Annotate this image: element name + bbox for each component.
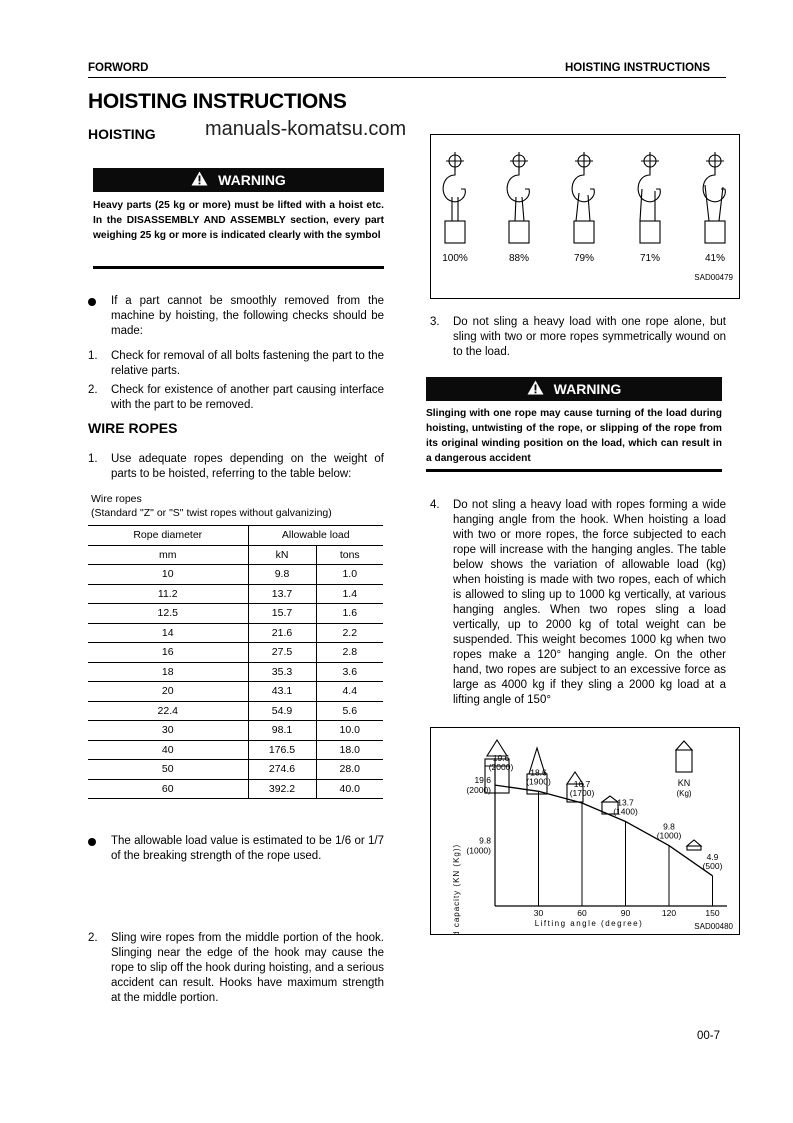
page-number: 00-7 [697,1030,721,1042]
data-label: 9.8 [663,821,675,832]
table-caption-1: Wire ropes [91,493,142,505]
table-units-row [88,545,383,565]
table-cell: 16 [88,643,248,663]
page-title: HOISTING INSTRUCTIONS [88,90,347,113]
table-cell: 12.5 [88,604,248,624]
table-unit-tons: tons [316,545,383,565]
check-2-number: 2. [88,384,98,396]
data-label: (1700) [569,788,595,799]
table-header-load: Allowable load [248,526,383,546]
item-1-number: 1. [88,453,98,465]
table-cell: 2.8 [316,643,383,663]
table-cell: 28.0 [316,760,383,780]
table-cell: 18.0 [316,740,383,760]
warning-label: WARNING [553,381,622,397]
table-cell: 2.2 [316,623,383,643]
unit-legend-kn: KN [677,778,691,788]
hook-icon [638,152,660,243]
table-cell: 392.2 [248,779,316,799]
hook-percent-label: 41% [704,253,726,264]
hook-icon [572,152,594,243]
data-label: 19.6 [492,753,510,764]
bullet-paragraph-1: If a part cannot be smoothly removed from the machine by hoisting, the following checks should be made: [111,295,384,337]
item-3-number: 3. [430,316,440,328]
data-label: (1400) [613,806,638,817]
warning-text: Heavy parts (25 kg or more) must be lifted with a hoist etc. In the DISASSEMBLY AND ASSEMBLY section, every part weighing 25 kg or more is indicated clearly with the symbol [93,200,384,241]
table-cell: 9.8 [248,565,316,585]
table-row [88,584,383,604]
table-cell: 21.6 [248,623,316,643]
table-cell: 11.2 [88,584,248,604]
table-row [88,779,383,799]
table-unit-kn: kN [248,545,316,565]
watermark: manuals-komatsu.com [205,118,407,140]
warning-triangle-icon [527,380,544,398]
table-cell: 274.6 [248,760,316,780]
item-2-text: Sling wire ropes from the middle portion of the hook. Slinging near the edge of the hook may cause the rope to slip off the hook during hoisting, and a serious accident can result. Hooks have maximum strength at the middle portion. [111,932,384,1004]
wire-ropes-heading: WIRE ROPES [88,420,178,436]
data-label: (1000) [656,830,682,841]
bullet-paragraph-2: The allowable load value is estimated to be 1/6 or 1/7 of the breaking strength of the rope used. [111,835,384,862]
table-cell: 50 [88,760,248,780]
hook-icon [703,152,725,243]
table-cell: 15.7 [248,604,316,624]
hook-icon [443,152,465,243]
warning-bar [426,377,722,401]
hook-illustration [431,135,739,298]
y-tick-label: (1000) [466,845,491,856]
check-1-number: 1. [88,350,98,362]
x-tick-label: 60 [577,908,587,918]
table-cell: 4.4 [316,682,383,702]
table-cell: 54.9 [248,701,316,721]
warning-rule [426,469,722,472]
hook-percent-label: 71% [639,253,661,264]
table-row [88,682,383,702]
item-4-number: 4. [430,499,440,511]
table-row [88,701,383,721]
item-3-text: Do not sling a heavy load with one rope alone, but sling with two or more ropes symmetrically wound on to the load. [453,316,726,358]
bullet-icon [88,298,96,306]
check-1-text: Check for removal of all bolts fastening the part to the relative parts. [111,350,384,377]
warning-bar [93,168,384,192]
warning-label: WARNING [218,172,286,188]
data-label: (500) [702,860,723,871]
table-header-row [88,526,383,546]
table-row [88,721,383,741]
item-2-number: 2. [88,932,98,944]
table-cell: 1.0 [316,565,383,585]
table-cell: 18 [88,662,248,682]
data-label: 4.9 [706,851,719,862]
data-label: (2000) [488,762,514,773]
table-cell: 30 [88,721,248,741]
table-row [88,740,383,760]
table-cell: 40.0 [316,779,383,799]
figure-code: SAD00480 [694,922,733,931]
weight-icon [676,741,692,772]
table-row [88,565,383,585]
y-axis-label: Load capacity (KN (Kg)) [452,843,461,934]
table-cell: 13.7 [248,584,316,604]
hook-percent-label: 88% [508,253,530,264]
table-row [88,760,383,780]
table-row [88,623,383,643]
header-rule [88,77,726,78]
table-cell: 3.6 [316,662,383,682]
warning-triangle-icon [191,171,208,189]
x-tick-label: 30 [533,908,544,918]
x-tick-label: 150 [705,908,720,918]
table-row [88,643,383,663]
data-label: 16.7 [573,779,591,790]
table-cell: 43.1 [248,682,316,702]
table-cell: 10 [88,565,248,585]
y-tick-label: 19.6 [474,775,491,786]
x-tick-label: 120 [661,908,677,918]
check-2-text: Check for existence of another part causing interface with the part to be removed. [111,384,384,411]
table-cell: 5.6 [316,701,383,721]
table-cell: 10.0 [316,721,383,741]
table-row [88,604,383,624]
hook-angle-figure [430,134,740,299]
data-label: (1900) [526,776,551,787]
table-unit-mm: mm [88,545,248,565]
table-cell: 98.1 [248,721,316,741]
load-capacity-plot [431,728,739,934]
table-cell: 27.5 [248,643,316,663]
section-subtitle: HOISTING [88,126,156,142]
wire-rope-table [88,525,383,799]
header-right: HOISTING INSTRUCTIONS [565,62,711,74]
table-cell: 1.6 [316,604,383,624]
item-4-text: Do not sling a heavy load with ropes forming a wide hanging angle from the hook. When hoisting a load with two or more ropes, the force subjected to each rope will increase with the hanging angles. The table below shows the variation of allowable load (kg) when hoisting is made with two ropes, each of which is allowed to sling up to 1000 kg vertically, at various hanging angles. When two ropes sling a load vertically, up to 2000 kg of total weight can be suspended. This weight becomes 1000 kg when two ropes make a 120° hanging angle. On the other hand, two ropes are subject to an excessive force as large as 4000 kg if they sling a 2000 kg load at a lifting angle of 150° [453,499,726,706]
load-capacity-chart [430,727,740,935]
x-tick-label: 90 [620,908,631,918]
y-tick-label: (2000) [466,785,491,796]
table-cell: 60 [88,779,248,799]
table-caption-2: (Standard "Z" or "S" twist ropes without galvanizing) [91,507,332,519]
figure-code: SAD00479 [694,273,733,282]
weight-icon [687,840,701,850]
data-label: 13.7 [617,797,634,808]
hook-percent-label: 79% [573,253,595,264]
header-left: FORWORD [88,62,149,74]
item-1-text: Use adequate ropes depending on the weight of parts to be hoisted, referring to the table below: [111,453,384,480]
table-row [88,662,383,682]
warning-rule [93,266,384,269]
hook-icon [507,152,529,243]
x-axis-label: Lifting angle (degree) [534,919,644,928]
table-cell: 35.3 [248,662,316,682]
table-cell: 20 [88,682,248,702]
hook-percent-label: 100% [442,253,468,264]
table-cell: 1.4 [316,584,383,604]
warning-text: Slinging with one rope may cause turning of the load during hoisting, untwisting of the rope, or slipping of the rope from its original winding position on the load, which can result in a dangerous accident [426,408,722,464]
y-tick-label: 9.8 [479,835,491,846]
table-cell: 176.5 [248,740,316,760]
warning-box-2 [426,377,722,466]
table-cell: 14 [88,623,248,643]
data-label: 18.6 [530,767,547,778]
bullet-icon [88,838,96,846]
table-header-diameter: Rope diameter [88,526,248,546]
warning-box-1 [93,168,384,243]
unit-legend-kg: (Kg) [676,789,692,798]
table-cell: 40 [88,740,248,760]
table-cell: 22.4 [88,701,248,721]
